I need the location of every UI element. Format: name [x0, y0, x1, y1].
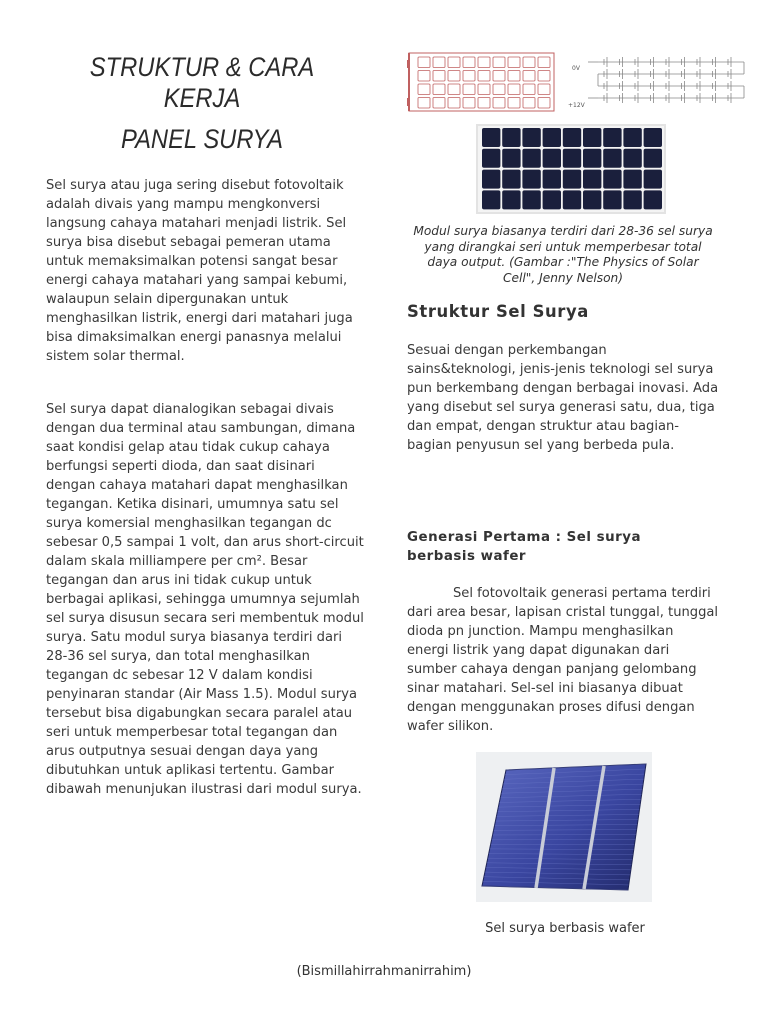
- wafer-caption: Sel surya berbasis wafer: [485, 921, 645, 936]
- section-heading: Struktur Sel Surya: [407, 302, 589, 321]
- section-paragraph: Sesuai dengan perkembangan sains&teknologi, jenis-jenis teknologi sel surya pun berkembang dengan berbagai inovasi. Ada yang disebut sel surya generasi satu, dua, tiga dan empat, dengan struktur atau bagian-bagian penyusun sel yang berbeda pula.: [407, 343, 719, 453]
- subsection-paragraph: Sel fotovoltaik generasi pertama terdiri dari area besar, lapisan cristal tunggal, tunggal dioda pn junction. Mampu menghasilkan energi listrik yang dapat digunakan dari sumber cahaya dengan panjang gelombang sinar matahari. Sel-sel ini biasanya dibuat dengan menggunakan proses difusi dengan wafer silikon.: [407, 586, 719, 734]
- solar-panel-image: [476, 124, 666, 214]
- module-wiring-diagram: [406, 50, 748, 118]
- page-title: [65, 52, 340, 155]
- title-line-1: STRUKTUR & CARA KERJA: [89, 52, 315, 113]
- diagram-label-0v: 0V: [572, 65, 580, 72]
- analogy-paragraph: Sel surya dapat dianalogikan sebagai divais dengan dua terminal atau sambungan, dimana saat kondisi gelap atau tidak cukup cahaya berfungsi seperti dioda, dan saat disinari dengan cahaya matahari dapat menghasilkan tegangan. Ketika disinari, umumnya satu sel surya komersial menghasilkan tegangan dc sebesar 0,5 sampai 1 volt, dan arus short-circuit dalam skala milliampere per cm². Besar tegangan dan arus ini tidak cukup untuk berbagai aplikasi, sehingga umumnya sejumlah sel surya disusun secara seri membentuk modul surya. Satu modul surya biasanya terdiri dari 28-36 sel surya, dan total menghasilkan tegangan dc sebesar 12 V dalam kondisi penyinaran standar (Air Mass 1.5). Modul surya tersebut bisa digabungkan secara paralel atau seri untuk memperbesar total tegangan dan arus outputnya sesuai dengan daya yang dibutuhkan untuk aplikasi tertentu. Gambar dibawah menunjukan ilustrasi dari modul surya.: [46, 402, 364, 797]
- diagram-label-12v: +12V: [568, 102, 585, 109]
- footer-text: (Bismillahirrahmanirrahim): [296, 964, 472, 979]
- intro-paragraph: Sel surya atau juga sering disebut fotovoltaik adalah divais yang mampu mengkonversi langsung cahaya matahari menjadi listrik. Sel surya bisa disebut sebagai pemeran utama untuk memaksimalkan potensi sangat besar energi cahaya matahari yang sampai kebumi, walaupun selain dipergunakan untuk menghasilkan listrik, energi dari matahari juga bisa dimaksimalkan energi panasnya melalui sistem solar thermal.: [46, 178, 353, 364]
- subsection-heading: Generasi Pertama : Sel surya berbasis wafer: [407, 530, 642, 564]
- wafer-cell-image: [476, 752, 652, 902]
- title-line-2: PANEL SURYA: [120, 124, 284, 154]
- module-caption: Modul surya biasanya terdiri dari 28-36 sel surya yang dirangkai seri untuk memperbesar total daya output. (Gambar :"The Physics of Solar Cell", Jenny Nelson): [413, 224, 713, 285]
